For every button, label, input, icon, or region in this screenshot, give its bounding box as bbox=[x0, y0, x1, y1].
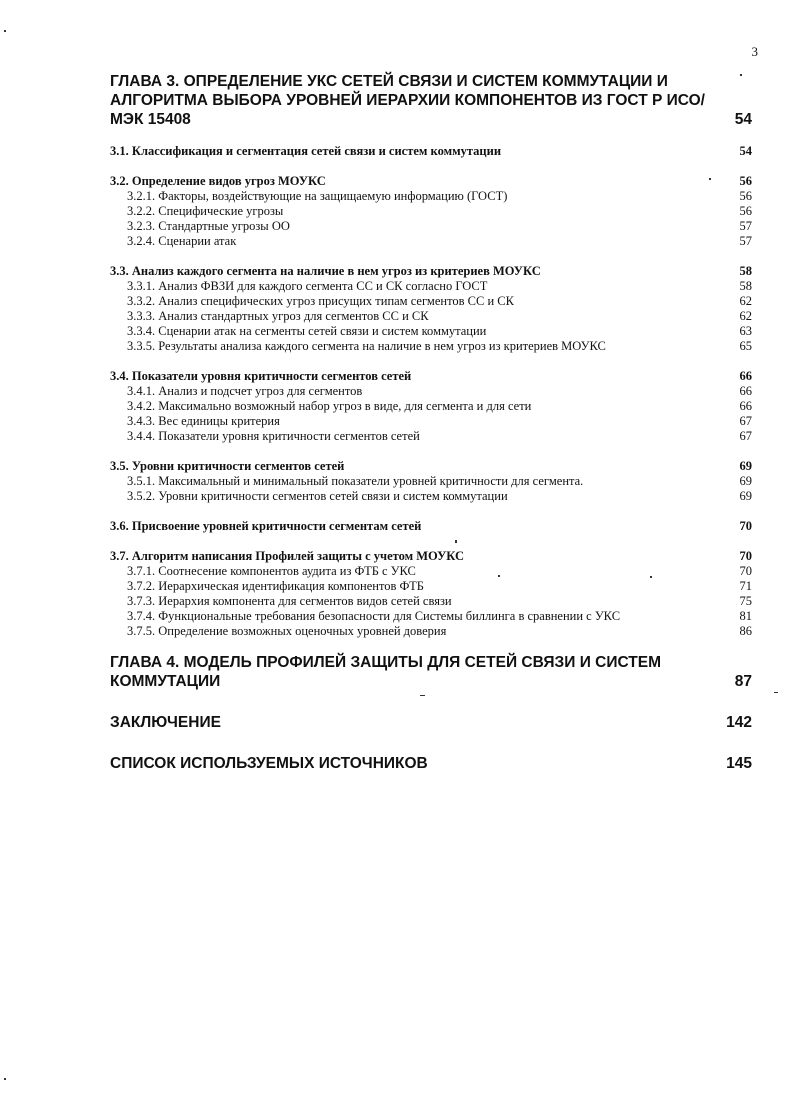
toc-subsection-3-3-3[interactable] bbox=[110, 309, 752, 324]
toc-page-number: 57 bbox=[739, 219, 752, 233]
toc-page-number: 66 bbox=[739, 369, 752, 383]
page-number: 3 bbox=[751, 44, 758, 59]
toc-page-number: 145 bbox=[726, 755, 752, 772]
toc-subsection-title: 3.2.1. Факторы, воздействующие на защищаемую информацию (ГОСТ) bbox=[127, 189, 508, 203]
scan-speck bbox=[455, 540, 457, 543]
scan-speck bbox=[740, 74, 742, 76]
toc-page-number: 66 bbox=[739, 384, 752, 398]
toc-page-number: 56 bbox=[739, 174, 752, 188]
toc-subsection-title: 3.3.2. Анализ специфических угроз присущих типам сегментов СС и СК bbox=[127, 294, 514, 308]
toc-subsection-3-4-4[interactable] bbox=[110, 429, 752, 444]
toc-subsection-3-2-2[interactable] bbox=[110, 204, 752, 219]
toc-subsection-3-3-5[interactable] bbox=[110, 339, 752, 354]
toc-section-title: 3.5. Уровни критичности сегментов сетей bbox=[110, 459, 345, 473]
toc-page-number: 71 bbox=[739, 579, 752, 593]
toc-page-number: 69 bbox=[739, 459, 752, 473]
toc-section-3-7[interactable] bbox=[110, 549, 752, 564]
toc-subsection-title: 3.3.4. Сценарии атак на сегменты сетей связи и систем коммутации bbox=[127, 324, 487, 338]
toc-section-3-5[interactable] bbox=[110, 459, 752, 474]
toc-page-number: 54 bbox=[734, 111, 752, 128]
toc-subsection-3-7-4[interactable] bbox=[110, 609, 752, 624]
toc-page-number: 69 bbox=[739, 489, 752, 503]
toc-subsection-title: 3.7.1. Соотнесение компонентов аудита из ФТБ с УКС bbox=[127, 564, 416, 578]
toc-subsection-3-2-4[interactable] bbox=[110, 234, 752, 249]
toc-subsection-title: 3.2.4. Сценарии атак bbox=[127, 234, 237, 248]
toc-chapter-title: ГЛАВА 4. МОДЕЛЬ ПРОФИЛЕЙ ЗАЩИТЫ ДЛЯ СЕТЕЙ СВЯЗИ И СИСТЕМ КОММУТАЦИИ bbox=[110, 654, 661, 690]
toc-chapter-3[interactable] bbox=[110, 72, 752, 129]
scan-speck bbox=[4, 1078, 6, 1080]
scan-speck bbox=[4, 30, 6, 32]
toc-section-3-2[interactable] bbox=[110, 174, 752, 189]
toc-section-3-1[interactable] bbox=[110, 144, 752, 159]
toc-subsection-3-4-2[interactable] bbox=[110, 399, 752, 414]
toc-subsection-title: 3.2.2. Специфические угрозы bbox=[127, 204, 284, 218]
toc-page-number: 57 bbox=[739, 234, 752, 248]
toc-subsection-3-2-3[interactable] bbox=[110, 219, 752, 234]
toc-subsection-title: 3.4.4. Показатели уровня критичности сегментов сетей bbox=[127, 429, 420, 443]
toc-page-number: 67 bbox=[739, 414, 752, 428]
toc-page-number: 67 bbox=[739, 429, 752, 443]
toc-subsection-3-7-1[interactable] bbox=[110, 564, 752, 579]
toc-subsection-title: 3.5.1. Максимальный и минимальный показатели уровней критичности для сегмента. bbox=[127, 474, 584, 488]
toc-chapter-title: СПИСОК ИСПОЛЬЗУЕМЫХ ИСТОЧНИКОВ bbox=[110, 755, 428, 772]
table-of-contents bbox=[110, 72, 752, 773]
toc-section-title: 3.2. Определение видов угроз МОУКС bbox=[110, 174, 326, 188]
toc-subsection-title: 3.7.5. Определение возможных оценочных уровней доверия bbox=[127, 624, 447, 638]
toc-subsection-title: 3.3.1. Анализ ФВЗИ для каждого сегмента СС и СК согласно ГОСТ bbox=[127, 279, 488, 293]
toc-section-title: 3.7. Алгоритм написания Профилей защиты с учетом МОУКС bbox=[110, 549, 465, 563]
toc-subsection-title: 3.7.2. Иерархическая идентификация компонентов ФТБ bbox=[127, 579, 424, 593]
toc-page-number: 54 bbox=[739, 144, 752, 158]
toc-subsection-title: 3.3.3. Анализ стандартных угроз для сегментов СС и СК bbox=[127, 309, 429, 323]
scan-speck bbox=[420, 695, 425, 696]
toc-section-3-3[interactable] bbox=[110, 264, 752, 279]
toc-subsection-3-7-5[interactable] bbox=[110, 624, 752, 639]
toc-subsection-3-7-2[interactable] bbox=[110, 579, 752, 594]
toc-page-number: 70 bbox=[739, 549, 752, 563]
toc-page-number: 58 bbox=[739, 279, 752, 293]
toc-subsection-title: 3.5.2. Уровни критичности сегментов сетей связи и систем коммутации bbox=[127, 489, 508, 503]
toc-page-number: 56 bbox=[739, 189, 752, 203]
toc-page-number: 70 bbox=[739, 564, 752, 578]
toc-page-number: 69 bbox=[739, 474, 752, 488]
toc-page-number: 75 bbox=[739, 594, 752, 608]
toc-subsection-title: 3.4.2. Максимально возможный набор угроз в виде, для сегмента и для сети bbox=[127, 399, 532, 413]
toc-page-number: 86 bbox=[739, 624, 752, 638]
toc-section-title: 3.6. Присвоение уровней критичности сегментам сетей bbox=[110, 519, 422, 533]
toc-page-number: 63 bbox=[739, 324, 752, 338]
toc-page-number: 56 bbox=[739, 204, 752, 218]
toc-subsection-3-3-2[interactable] bbox=[110, 294, 752, 309]
toc-subsection-title: 3.2.3. Стандартные угрозы ОО bbox=[127, 219, 290, 233]
scan-speck bbox=[774, 692, 778, 693]
toc-subsection-3-3-4[interactable] bbox=[110, 324, 752, 339]
toc-page-number: 66 bbox=[739, 399, 752, 413]
toc-conclusion[interactable] bbox=[110, 713, 752, 732]
toc-subsection-title: 3.7.4. Функциональные требования безопасности для Системы биллинга в сравнении с УКС bbox=[127, 609, 621, 623]
toc-subsection-3-4-1[interactable] bbox=[110, 384, 752, 399]
toc-subsection-3-5-1[interactable] bbox=[110, 474, 752, 489]
toc-page-number: 81 bbox=[739, 609, 752, 623]
toc-page-number: 87 bbox=[734, 673, 752, 690]
toc-subsection-title: 3.4.3. Вес единицы критерия bbox=[127, 414, 280, 428]
toc-subsection-title: 3.4.1. Анализ и подсчет угроз для сегментов bbox=[127, 384, 363, 398]
toc-section-title: 3.4. Показатели уровня критичности сегментов сетей bbox=[110, 369, 412, 383]
toc-page-number: 62 bbox=[739, 309, 752, 323]
toc-subsection-title: 3.7.3. Иерархия компонента для сегментов видов сетей связи bbox=[127, 594, 452, 608]
scan-speck bbox=[650, 576, 652, 578]
toc-page-number: 70 bbox=[739, 519, 752, 533]
toc-subsection-3-7-3[interactable] bbox=[110, 594, 752, 609]
scan-speck bbox=[709, 178, 711, 180]
toc-subsection-3-3-1[interactable] bbox=[110, 279, 752, 294]
toc-subsection-title: 3.3.5. Результаты анализа каждого сегмента на наличие в нем угроз из критериев МОУКС bbox=[127, 339, 606, 353]
toc-sources[interactable] bbox=[110, 754, 752, 773]
toc-section-3-6[interactable] bbox=[110, 519, 752, 534]
toc-page-number: 62 bbox=[739, 294, 752, 308]
toc-chapter-4[interactable] bbox=[110, 653, 752, 691]
toc-page-number: 65 bbox=[739, 339, 752, 353]
toc-subsection-3-2-1[interactable] bbox=[110, 189, 752, 204]
toc-section-title: 3.1. Классификация и сегментация сетей связи и систем коммутации bbox=[110, 144, 502, 158]
toc-page-number: 142 bbox=[726, 714, 752, 731]
toc-chapter-title: ЗАКЛЮЧЕНИЕ bbox=[110, 714, 221, 731]
scan-speck bbox=[498, 575, 500, 577]
toc-section-title: 3.3. Анализ каждого сегмента на наличие в нем угроз из критериев МОУКС bbox=[110, 264, 541, 278]
toc-subsection-3-5-2[interactable] bbox=[110, 489, 752, 504]
toc-page-number: 58 bbox=[739, 264, 752, 278]
toc-chapter-title: ГЛАВА 3. ОПРЕДЕЛЕНИЕ УКС СЕТЕЙ СВЯЗИ И СИСТЕМ КОММУТАЦИИ И АЛГОРИТМА ВЫБОРА УРОВНЕЙ ИЕРАРХИИ КОМПОНЕНТОВ ИЗ ГОСТ Р ИСО/МЭК 15408 bbox=[110, 73, 705, 128]
toc-subsection-3-4-3[interactable] bbox=[110, 414, 752, 429]
toc-section-3-4[interactable] bbox=[110, 369, 752, 384]
